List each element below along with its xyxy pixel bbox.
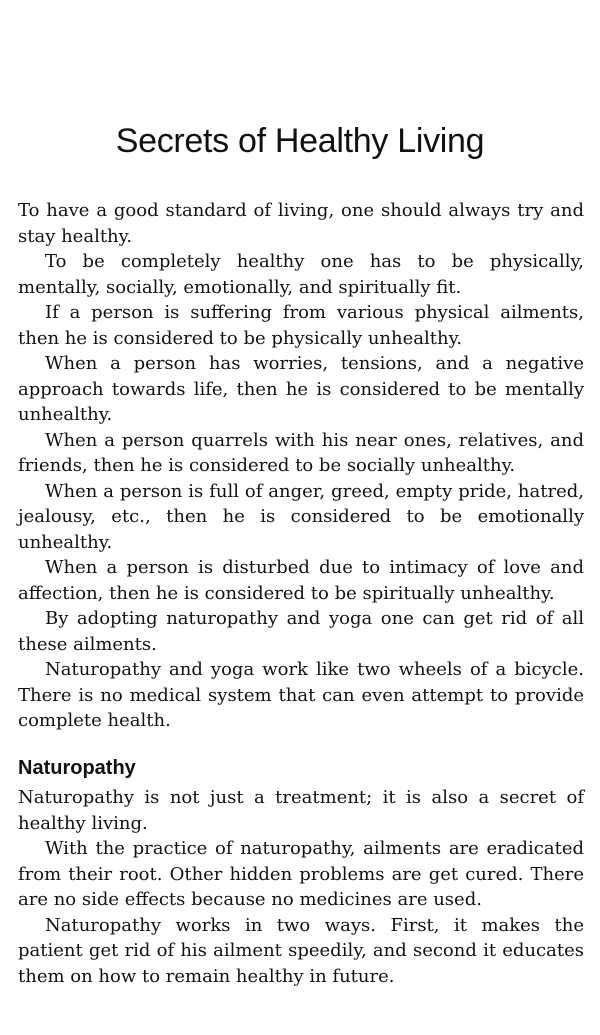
paragraph: Naturopathy is not just a treatment; it is also a secret of healthy living. — [18, 787, 584, 834]
paragraph: When a person is full of anger, greed, empty pride, hatred, jealousy, etc., then he is considered to be emotionally unhealthy. — [18, 480, 584, 553]
body-text — [18, 198, 584, 989]
paragraph: When a person is disturbed due to intimacy of love and affection, then he is considered to be spiritually unhealthy. — [18, 557, 584, 604]
paragraph: To have a good standard of living, one should always try and stay healthy. — [18, 200, 584, 247]
paragraph: Naturopathy works in two ways. First, it makes the patient get rid of his ailment speedily, and second it educates them on how to remain healthy in future. — [18, 914, 584, 987]
paragraph: When a person quarrels with his near ones, relatives, and friends, then he is considered to be socially unhealthy. — [18, 429, 584, 476]
paragraph: If a person is suffering from various physical ailments, then he is considered to be physically unhealthy. — [18, 302, 584, 349]
paragraph: With the practice of naturopathy, ailments are eradicated from their root. Other hidden problems are get cured. There are no side effects because no medicines are used. — [18, 838, 584, 910]
paragraph: To be completely healthy one has to be physically, mentally, socially, emotionally, and spiritually fit. — [18, 251, 584, 298]
page-title: Secrets of Healthy Living — [115, 122, 485, 160]
paragraph: When a person has worries, tensions, and a negative approach towards life, then he is considered to be mentally unhealthy. — [18, 353, 584, 425]
paragraph: Naturopathy and yoga work like two wheels of a bicycle. There is no medical system that can even attempt to provide complete health. — [18, 659, 584, 731]
paragraph: By adopting naturopathy and yoga one can get rid of all these ailments. — [18, 608, 584, 655]
section-heading: Naturopathy — [18, 756, 136, 779]
